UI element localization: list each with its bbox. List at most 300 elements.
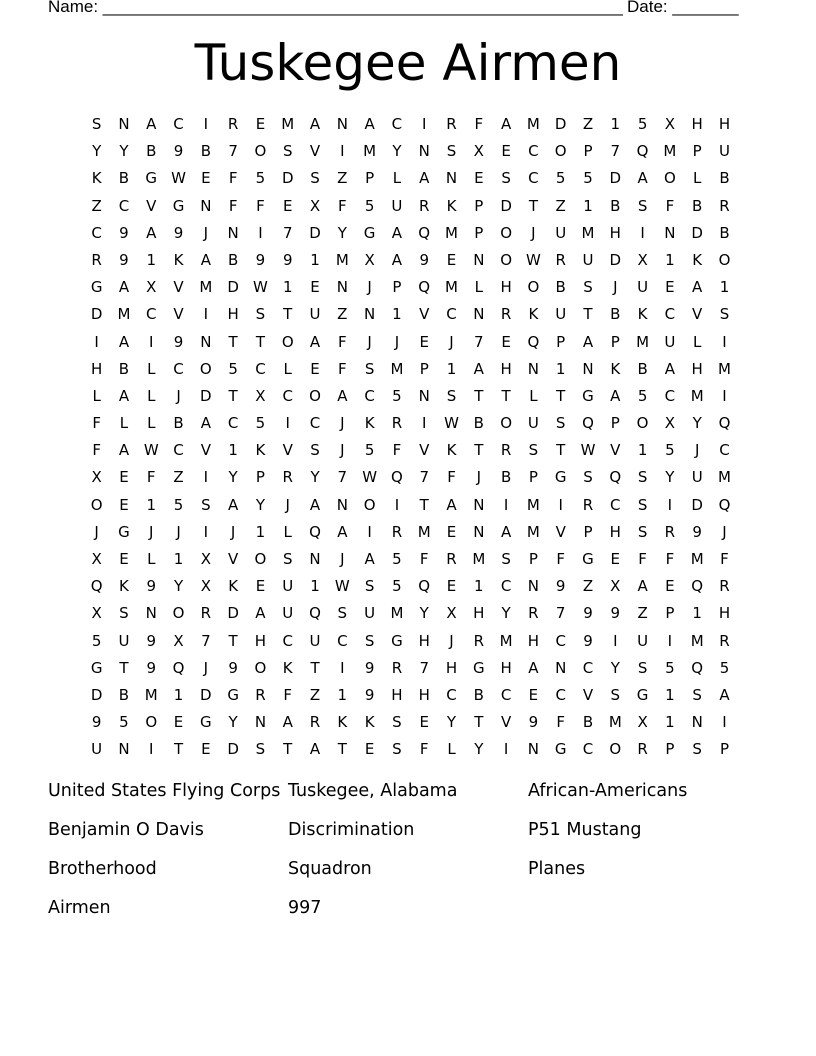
grid-letter: 9 xyxy=(692,522,702,541)
grid-letter: 9 xyxy=(119,250,129,269)
grid-letter: I xyxy=(421,414,427,433)
grid-letter: F xyxy=(419,740,429,759)
grid-letter: Z xyxy=(555,196,566,215)
grid-letter: I xyxy=(94,332,99,351)
grid-letter: E xyxy=(665,278,675,297)
grid-letter: 7 xyxy=(555,604,566,623)
grid-letter: K xyxy=(364,414,375,433)
grid-letter: 1 xyxy=(337,685,348,704)
grid-letter: M xyxy=(199,278,213,297)
grid-letter: B xyxy=(118,685,130,704)
grid-letter: D xyxy=(200,685,212,704)
grid-letter: E xyxy=(528,685,539,704)
grid-letter: A xyxy=(692,278,703,297)
grid-letter: X xyxy=(91,550,102,568)
grid-letter: I xyxy=(640,223,645,242)
grid-letter: U xyxy=(582,250,594,269)
grid-letter: T xyxy=(337,740,347,759)
grid-letter: H xyxy=(254,631,267,650)
grid-letter: F xyxy=(256,196,265,215)
grid-letter: 9 xyxy=(146,631,157,650)
grid-letter: C xyxy=(719,441,730,460)
grid-letter: M xyxy=(636,332,650,351)
grid-letter: R xyxy=(719,577,730,596)
grid-letter: 7 xyxy=(419,468,429,487)
grid-letter: 5 xyxy=(665,658,675,677)
grid-letter: E xyxy=(446,250,457,269)
grid-letter: V xyxy=(228,550,239,568)
grid-letter: S xyxy=(364,359,375,378)
grid-letter: J xyxy=(149,522,154,541)
grid-letter: J xyxy=(176,386,181,405)
grid-letter: T xyxy=(501,386,511,405)
grid-letter: T xyxy=(228,386,238,405)
grid-letter: M xyxy=(144,685,158,704)
grid-letter: A xyxy=(337,522,348,541)
grid-letter: W xyxy=(444,414,459,433)
grid-letter: N xyxy=(200,196,212,215)
grid-letter: Q xyxy=(636,142,649,161)
grid-letter: F xyxy=(556,550,566,568)
grid-letter: O xyxy=(527,278,540,297)
grid-letter: K xyxy=(337,713,348,732)
grid-letter: G xyxy=(118,522,130,541)
grid-letter: L xyxy=(92,386,101,405)
grid-letter: G xyxy=(90,658,103,677)
grid-letter: 5 xyxy=(637,115,648,133)
grid-letter: I xyxy=(285,414,290,433)
grid-letter: 5 xyxy=(555,169,566,188)
grid-letter: A xyxy=(473,359,484,378)
grid-letter: J xyxy=(230,522,236,541)
grid-letter: A xyxy=(664,359,676,378)
grid-letter: N xyxy=(473,250,485,269)
grid-letter: J xyxy=(694,441,700,460)
grid-letter: B xyxy=(610,305,621,324)
grid-letter: S xyxy=(692,685,702,704)
grid-letter: C xyxy=(309,414,321,433)
grid-letter: 1 xyxy=(310,577,320,596)
grid-letter: Y xyxy=(610,658,620,677)
grid-letter: P xyxy=(665,604,675,623)
grid-letter: E xyxy=(665,577,675,596)
grid-letter: I xyxy=(367,522,372,541)
grid-letter: 5 xyxy=(364,441,375,460)
grid-letter: 9 xyxy=(91,713,102,732)
grid-letter: Y xyxy=(337,223,347,242)
grid-letter: R xyxy=(200,604,212,623)
grid-letter: T xyxy=(583,305,593,324)
grid-letter: P xyxy=(556,332,566,351)
grid-letter: N xyxy=(227,223,239,242)
grid-letter: R xyxy=(391,414,403,433)
grid-row xyxy=(83,356,739,383)
grid-letter: Q xyxy=(691,658,704,677)
grid-letter: 9 xyxy=(255,250,266,269)
letter-grid xyxy=(83,111,739,764)
grid-letter: C xyxy=(173,115,184,133)
grid-row xyxy=(83,111,739,138)
grid-letter: X xyxy=(91,604,102,623)
word-item: Airmen xyxy=(48,898,111,918)
grid-letter: H xyxy=(691,359,703,378)
grid-letter: 9 xyxy=(173,332,184,351)
grid-letter: P xyxy=(419,359,429,378)
grid-letter: S xyxy=(364,577,375,596)
grid-letter: M xyxy=(718,468,731,487)
grid-letter: 7 xyxy=(610,142,621,161)
grid-letter: O xyxy=(609,740,622,759)
grid-letter: H xyxy=(445,658,458,677)
grid-letter: T xyxy=(173,740,184,759)
grid-row xyxy=(83,519,739,546)
grid-letter: C xyxy=(118,196,130,215)
grid-letter: O xyxy=(199,359,212,378)
grid-letter: D xyxy=(90,685,103,704)
grid-letter: U xyxy=(282,577,294,596)
grid-letter: 5 xyxy=(255,414,266,433)
grid-letter: 9 xyxy=(119,223,129,242)
grid-letter: L xyxy=(147,414,156,433)
grid-letter: O xyxy=(281,332,294,351)
grid-letter: L xyxy=(119,414,129,433)
grid-letter: C xyxy=(91,223,102,242)
grid-letter: N xyxy=(445,169,458,188)
grid-letter: 1 xyxy=(637,441,648,460)
grid-letter: U xyxy=(527,414,539,433)
word-item: Squadron xyxy=(288,859,372,879)
grid-letter: B xyxy=(227,250,239,269)
grid-letter: U xyxy=(555,223,567,242)
grid-letter: D xyxy=(227,604,239,623)
grid-letter: B xyxy=(118,359,130,378)
grid-letter: B xyxy=(173,414,184,433)
grid-letter: F xyxy=(638,550,647,568)
grid-letter: T xyxy=(283,305,293,324)
grid-letter: S xyxy=(637,495,648,514)
grid-letter: I xyxy=(722,332,727,351)
grid-letter: S xyxy=(282,550,293,568)
grid-letter: G xyxy=(554,468,567,487)
grid-letter: G xyxy=(363,223,376,242)
grid-letter: A xyxy=(528,658,539,677)
grid-letter: R xyxy=(282,468,293,487)
grid-letter: S xyxy=(692,740,702,759)
grid-row xyxy=(83,193,739,220)
grid-letter: D xyxy=(227,278,239,297)
grid-letter: Y xyxy=(228,468,238,487)
grid-letter: U xyxy=(118,631,130,650)
grid-letter: A xyxy=(637,169,648,188)
grid-letter: 5 xyxy=(228,359,238,378)
grid-letter: N xyxy=(527,577,540,596)
grid-letter: T xyxy=(228,631,238,650)
grid-letter: E xyxy=(501,332,511,351)
grid-letter: F xyxy=(338,196,347,215)
grid-letter: H xyxy=(91,359,103,378)
grid-letter: M xyxy=(390,604,404,623)
grid-letter: M xyxy=(663,142,677,161)
grid-letter: 5 xyxy=(392,386,402,405)
grid-letter: V xyxy=(419,441,430,460)
grid-letter: 7 xyxy=(201,631,211,650)
grid-letter: J xyxy=(203,658,209,677)
grid-letter: 5 xyxy=(255,169,266,188)
grid-letter: H xyxy=(391,685,403,704)
grid-letter: H xyxy=(500,658,512,677)
grid-letter: C xyxy=(500,577,512,596)
grid-row xyxy=(83,709,739,736)
grid-letter: A xyxy=(637,577,648,596)
grid-letter: B xyxy=(473,414,484,433)
grid-row xyxy=(83,301,739,328)
grid-letter: Z xyxy=(173,468,184,487)
grid-letter: F xyxy=(447,468,456,487)
grid-letter: J xyxy=(203,223,209,242)
grid-letter: M xyxy=(608,713,622,732)
grid-letter: R xyxy=(227,115,239,133)
grid-letter: K xyxy=(528,305,539,324)
grid-letter: U xyxy=(555,305,567,324)
grid-letter: U xyxy=(637,278,649,297)
grid-letter: M xyxy=(445,223,458,242)
grid-letter: G xyxy=(391,631,403,650)
grid-letter: 5 xyxy=(637,386,648,405)
grid-letter: 5 xyxy=(583,169,593,188)
grid-letter: U xyxy=(364,604,376,623)
grid-letter: P xyxy=(610,414,620,433)
grid-letter: A xyxy=(255,604,266,623)
grid-letter: J xyxy=(94,522,99,541)
grid-row xyxy=(83,546,739,573)
grid-letter: M xyxy=(526,522,540,541)
grid-letter: Y xyxy=(92,142,102,161)
grid-letter: 9 xyxy=(146,577,157,596)
grid-letter: O xyxy=(254,142,267,161)
grid-letter: V xyxy=(200,441,211,460)
grid-letter: 5 xyxy=(91,631,102,650)
grid-letter: F xyxy=(92,441,101,460)
grid-letter: 1 xyxy=(173,550,184,568)
grid-letter: W xyxy=(143,441,159,460)
grid-letter: 1 xyxy=(610,115,621,133)
grid-row xyxy=(83,682,739,709)
grid-letter: E xyxy=(282,196,293,215)
grid-letter: R xyxy=(255,685,266,704)
grid-letter: K xyxy=(610,359,621,378)
grid-letter: I xyxy=(667,631,673,650)
grid-letter: B xyxy=(637,359,648,378)
grid-letter: J xyxy=(531,223,536,242)
grid-letter: G xyxy=(227,685,239,704)
grid-letter: V xyxy=(173,305,184,324)
grid-letter: N xyxy=(473,522,485,541)
grid-letter: A xyxy=(309,740,321,759)
grid-letter: Q xyxy=(391,468,403,487)
grid-row xyxy=(83,437,739,464)
grid-letter: G xyxy=(90,278,103,297)
grid-letter: Z xyxy=(309,685,321,704)
grid-letter: X xyxy=(637,713,648,732)
grid-letter: Q xyxy=(309,604,321,623)
grid-letter: H xyxy=(609,223,621,242)
word-item: United States Flying Corps xyxy=(48,781,281,801)
grid-letter: T xyxy=(228,332,238,351)
grid-letter: M xyxy=(581,223,595,242)
grid-letter: V xyxy=(419,305,430,324)
grid-letter: R xyxy=(582,495,594,514)
grid-letter: V xyxy=(500,713,512,732)
grid-letter: Z xyxy=(637,604,648,623)
grid-letter: C xyxy=(555,631,566,650)
grid-letter: 1 xyxy=(255,522,266,541)
word-row xyxy=(48,856,768,895)
grid-letter: B xyxy=(146,142,157,161)
grid-letter: U xyxy=(309,631,321,650)
grid-letter: F xyxy=(556,713,566,732)
grid-letter: K xyxy=(637,305,648,324)
grid-letter: H xyxy=(691,115,703,133)
grid-row xyxy=(83,600,739,627)
grid-letter: M xyxy=(499,631,513,650)
grid-letter: Y xyxy=(692,414,702,433)
grid-letter: X xyxy=(255,386,266,405)
grid-letter: K xyxy=(119,577,129,596)
grid-letter: S xyxy=(446,142,457,161)
grid-letter: N xyxy=(309,550,321,568)
grid-letter: U xyxy=(718,142,730,161)
grid-letter: I xyxy=(503,740,509,759)
grid-letter: Y xyxy=(173,577,184,596)
grid-letter: A xyxy=(228,495,239,514)
grid-letter: H xyxy=(418,631,430,650)
grid-letter: X xyxy=(364,250,375,269)
grid-letter: Z xyxy=(582,115,594,133)
grid-letter: 9 xyxy=(528,713,539,732)
grid-letter: I xyxy=(722,713,727,732)
grid-letter: H xyxy=(473,604,485,623)
grid-letter: X xyxy=(173,631,184,650)
grid-letter: A xyxy=(200,414,211,433)
grid-letter: A xyxy=(500,115,512,133)
grid-letter: Q xyxy=(609,468,622,487)
grid-letter: F xyxy=(228,169,238,188)
grid-letter: E xyxy=(119,550,129,568)
grid-letter: M xyxy=(335,250,349,269)
grid-letter: 5 xyxy=(364,196,375,215)
grid-letter: R xyxy=(555,250,566,269)
grid-letter: T xyxy=(556,441,566,460)
grid-letter: L xyxy=(283,522,292,541)
grid-letter: P xyxy=(665,740,675,759)
grid-letter: Z xyxy=(91,196,102,215)
grid-letter: N xyxy=(473,495,485,514)
grid-letter: U xyxy=(664,332,676,351)
grid-row xyxy=(83,274,739,301)
grid-letter: P xyxy=(528,468,538,487)
grid-letter: Y xyxy=(446,713,457,732)
grid-letter: X xyxy=(610,577,621,596)
grid-letter: 1 xyxy=(173,685,184,704)
grid-letter: P xyxy=(474,223,484,242)
grid-letter: 1 xyxy=(692,604,702,623)
grid-letter: M xyxy=(363,142,377,161)
grid-letter: H xyxy=(718,115,731,133)
grid-letter: Q xyxy=(90,577,103,596)
grid-letter: J xyxy=(449,631,454,650)
word-row xyxy=(48,817,768,856)
name-field: Name: _______________________________________________________ xyxy=(48,0,623,16)
grid-letter: Y xyxy=(310,468,320,487)
grid-letter: N xyxy=(473,305,485,324)
grid-letter: Q xyxy=(527,332,540,351)
grid-letter: S xyxy=(255,305,266,324)
grid-letter: F xyxy=(720,550,729,568)
grid-letter: E xyxy=(310,359,320,378)
grid-letter: E xyxy=(201,740,211,759)
grid-letter: O xyxy=(554,142,567,161)
grid-letter: X xyxy=(309,196,321,215)
grid-letter: A xyxy=(419,169,430,188)
grid-letter: Q xyxy=(418,223,431,242)
grid-letter: Z xyxy=(337,169,348,188)
grid-letter: 1 xyxy=(719,278,730,297)
grid-letter: C xyxy=(282,386,293,405)
grid-letter: X xyxy=(664,115,676,133)
grid-letter: G xyxy=(554,740,567,759)
grid-letter: M xyxy=(690,631,704,650)
grid-letter: S xyxy=(282,142,293,161)
grid-letter: N xyxy=(118,740,130,759)
grid-letter: S xyxy=(501,169,511,188)
grid-letter: J xyxy=(394,332,400,351)
grid-letter: J xyxy=(722,522,727,541)
grid-letter: S xyxy=(392,740,402,759)
grid-letter: 1 xyxy=(446,359,457,378)
grid-letter: M xyxy=(445,278,458,297)
word-item: African-Americans xyxy=(528,781,688,801)
grid-letter: R xyxy=(500,441,512,460)
grid-letter: S xyxy=(255,740,266,759)
grid-row xyxy=(83,492,739,519)
grid-letter: T xyxy=(283,740,293,759)
grid-letter: O xyxy=(254,658,267,677)
grid-row xyxy=(83,655,739,682)
grid-letter: Y xyxy=(474,740,484,759)
grid-letter: A xyxy=(146,115,157,133)
grid-letter: N xyxy=(336,495,348,514)
grid-letter: G xyxy=(582,386,594,405)
grid-letter: N xyxy=(254,713,267,732)
grid-letter: Q xyxy=(718,414,731,433)
grid-letter: C xyxy=(391,115,403,133)
grid-letter: T xyxy=(556,386,566,405)
word-item: P51 Mustang xyxy=(528,820,642,840)
grid-letter: P xyxy=(583,522,593,541)
grid-letter: P xyxy=(474,196,484,215)
grid-letter: C xyxy=(173,441,184,460)
grid-letter: C xyxy=(664,305,676,324)
grid-letter: O xyxy=(145,713,158,732)
grid-letter: L xyxy=(147,359,156,378)
grid-letter: R xyxy=(528,604,539,623)
grid-letter: F xyxy=(338,332,347,351)
grid-letter: A xyxy=(391,223,403,242)
grid-letter: D xyxy=(227,740,239,759)
grid-letter: S xyxy=(501,550,511,568)
grid-letter: P xyxy=(528,550,538,568)
grid-letter: Y xyxy=(501,604,511,623)
